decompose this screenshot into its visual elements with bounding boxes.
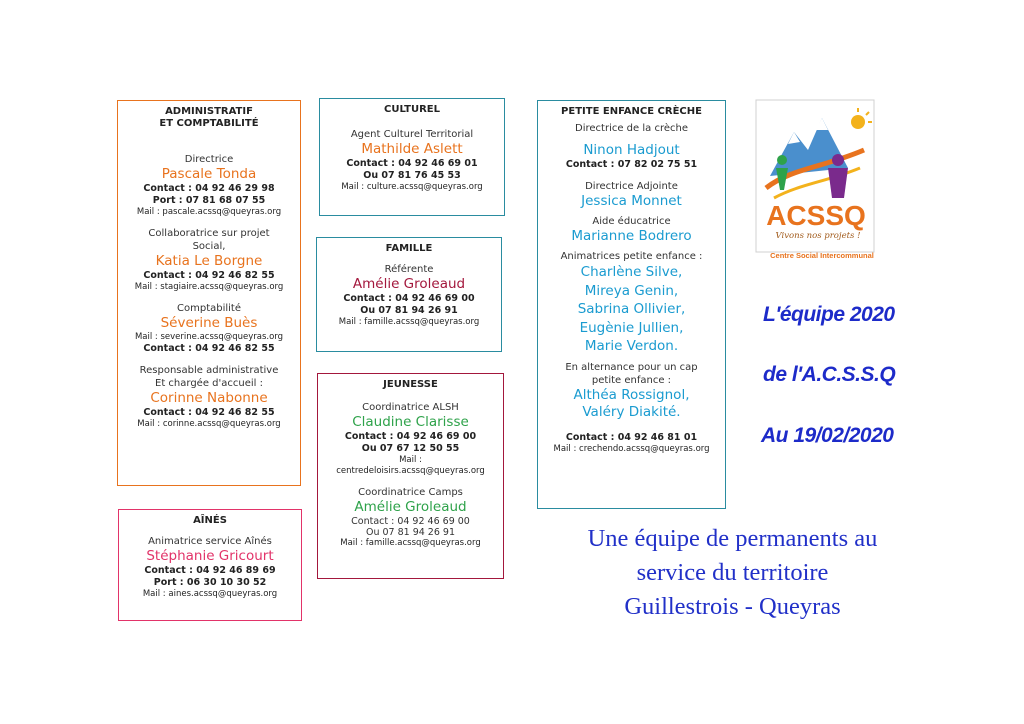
petite-role-alternance-1: En alternance pour un cap — [565, 361, 698, 373]
petite-role-alternance-2: petite enfance : — [591, 374, 672, 386]
admin-role-resp-2: Et chargée d'accueil : — [155, 378, 263, 389]
admin-mail-compta: Mail : severine.acssq@queyras.org — [134, 332, 284, 342]
acssq-logo — [752, 98, 892, 260]
jeunesse-contact-camps: Contact : 04 92 46 69 00 — [351, 516, 470, 527]
admin-header-2: ET COMPTABILITÉ — [159, 118, 259, 129]
admin-mail-directrice: Mail : pascale.acssq@queyras.org — [136, 207, 282, 217]
jeunesse-contact-alsh: Contact : 04 92 46 69 00 — [344, 431, 477, 442]
admin-name-resp: Corinne Nabonne — [150, 390, 268, 406]
admin-header-1: ADMINISTRATIF — [165, 106, 253, 117]
admin-role-collab: Collaboratrice sur projet — [148, 228, 270, 239]
admin-mail-resp: Mail : corinne.acssq@queyras.org — [137, 419, 281, 429]
logo-subtitle: Centre Social Intercommunal — [770, 251, 874, 260]
petite-name-aide: Marianne Bodrero — [571, 228, 692, 244]
famille-box — [316, 237, 502, 352]
admin-contact-resp: Contact : 04 92 46 82 55 — [143, 407, 275, 418]
jeunesse-box — [317, 373, 504, 579]
petite-name-adjointe: Jessica Monnet — [581, 193, 682, 209]
slogan-line-3: Guillestrois - Queyras — [624, 593, 841, 620]
culturel-name: Mathilde Aslett — [361, 141, 463, 157]
slogan-line-2: service du territoire — [636, 559, 829, 586]
culturel-box — [319, 98, 505, 216]
jeunesse-role-alsh: Coordinatrice ALSH — [362, 402, 459, 413]
jeunesse-name-camps: Amélie Groleaud — [354, 499, 467, 515]
petite-role-adjointe: Directrice Adjointe — [585, 181, 678, 192]
petite-name-animatrice-4: Eugènie Jullien, — [579, 319, 684, 336]
admin-name-directrice: Pascale Tonda — [161, 166, 257, 182]
admin-contact-compta: Contact : 04 92 46 82 55 — [143, 343, 275, 354]
petite-header: PETITE ENFANCE CRÈCHE — [561, 106, 702, 117]
admin-role-collab-2: Social, — [192, 241, 226, 252]
culturel-header: CULTUREL — [383, 104, 441, 115]
aines-mail: Mail : aines.acssq@queyras.org — [142, 589, 278, 599]
slogan-line-1: Une équipe de permanents au — [587, 525, 878, 552]
admin-role-compta: Comptabilité — [177, 303, 241, 314]
title-line-1: L'équipe 2020 — [763, 303, 895, 326]
admin-name-compta: Séverine Buès — [160, 315, 258, 331]
logo-name: ACSSQ — [766, 200, 866, 231]
petite-role-aide: Aide éducatrice — [592, 216, 671, 227]
famille-mail: Mail : famille.acssq@queyras.org — [338, 317, 480, 327]
petite-name-alternance-1: Althéa Rossignol, — [573, 386, 690, 403]
petite-name-animatrice-3: Sabrina Ollivier, — [577, 301, 686, 317]
petite-name-animatrice-1: Charlène Silve, — [580, 264, 683, 280]
culturel-ou: Ou 07 81 76 45 53 — [363, 170, 461, 181]
admin-contact-collab: Contact : 04 92 46 82 55 — [143, 270, 275, 281]
aines-role: Animatrice service Aînés — [148, 536, 272, 547]
admin-role-directrice: Directrice — [184, 154, 234, 165]
aines-header: AÎNÉS — [193, 515, 227, 526]
petite-enfance-box — [537, 100, 726, 509]
admin-contact-directrice: Contact : 04 92 46 29 98 — [143, 183, 275, 194]
culturel-role: Agent Culturel Territorial — [350, 129, 474, 140]
petite-name-animatrice-2: Mireya Genin, — [584, 282, 679, 299]
petite-mail: Mail : crechendo.acssq@queyras.org — [553, 443, 710, 454]
famille-name: Amélie Groleaud — [352, 276, 466, 292]
culturel-contact: Contact : 04 92 46 69 01 — [346, 158, 478, 169]
title-line-2: de l'A.C.S.S.Q — [763, 363, 896, 386]
jeunesse-header: JEUNESSE — [383, 379, 438, 390]
admin-box — [117, 100, 301, 486]
jeunesse-mail-camps: Mail : famille.acssq@queyras.org — [340, 538, 481, 548]
admin-port-directrice: Port : 07 81 68 07 55 — [152, 195, 266, 206]
petite-name-directrice: Ninon Hadjout — [583, 142, 680, 158]
famille-ou: Ou 07 81 94 26 91 — [360, 305, 458, 316]
jeunesse-name-alsh: Claudine Clarisse — [352, 414, 469, 430]
petite-name-animatrice-5: Marie Verdon. — [584, 338, 679, 354]
aines-contact: Contact : 04 92 46 89 69 — [144, 565, 276, 576]
acssq-logo-graphic — [752, 98, 892, 260]
logo-tagline: Vivons nos projets ! — [775, 231, 861, 241]
famille-contact: Contact : 04 92 46 69 00 — [343, 293, 475, 304]
famille-header: FAMILLE — [385, 243, 433, 254]
aines-port: Port : 06 30 10 30 52 — [153, 577, 267, 588]
petite-role-directrice: Directrice de la crèche — [575, 123, 688, 134]
title-line-3: Au 19/02/2020 — [761, 424, 894, 447]
jeunesse-mail-alsh: centredeloisirs.acssq@queyras.org — [336, 466, 485, 476]
culturel-mail: Mail : culture.acssq@queyras.org — [341, 182, 483, 192]
slogan — [540, 522, 925, 624]
petite-role-animatrices: Animatrices petite enfance : — [560, 251, 703, 262]
famille-role: Référente — [384, 264, 434, 275]
aines-box — [118, 509, 302, 621]
jeunesse-ou-camps: Ou 07 81 94 26 91 — [365, 527, 456, 538]
admin-role-resp: Responsable administrative — [139, 365, 279, 376]
jeunesse-ou-alsh: Ou 07 67 12 50 55 — [361, 443, 460, 454]
jeunesse-role-camps: Coordinatrice Camps — [358, 487, 463, 498]
petite-contact: Contact : 04 92 46 81 01 — [565, 431, 698, 443]
petite-name-alternance-2: Valéry Diakité. — [582, 403, 681, 420]
admin-mail-collab: Mail : stagiaire.acssq@queyras.org — [134, 282, 284, 292]
admin-name-collab: Katia Le Borgne — [155, 253, 263, 269]
aines-name: Stéphanie Gricourt — [146, 548, 274, 564]
jeunesse-mail-alsh-label: Mail : — [399, 455, 422, 465]
petite-contact-directrice: Contact : 07 82 02 75 51 — [565, 159, 698, 170]
